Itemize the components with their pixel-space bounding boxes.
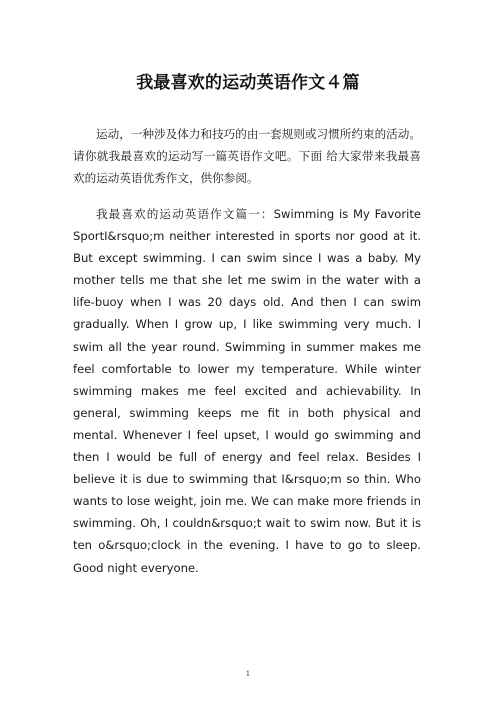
essay-paragraph: [73, 203, 421, 579]
intro-paragraph: 运动，一种涉及体力和技巧的由一套规则或习惯所约束的活动。请你就我最喜欢的运动写一篇英语作文吧。下面 给大家带来我最喜欢的运动英语优秀作文，供你参阅。: [73, 127, 421, 186]
page-number: 1: [245, 670, 251, 678]
essay-body: Swimming is My Favorite SportI&rsquo;m neither interested in sports nor good at it. But except swimming. I can swim since I was a baby. My mother tells me that she let me swim in the water with a life-buoy when I was 20 days old. And then I can swim gradually. When I grow up, I like swimming very much. I swim all the year round. Swimming in summer makes me feel comfortable to lower my temperature. While winter swimming makes me feel excited and achievability. In general, swimming keeps me fit in both physical and mental. Whenever I feel upset, I would go swimming and then I would be full of energy and feel relax. Besides I believe it is due to swimming that I&rsquo;m so thin. Who wants to lose weight, join me. We can make more friends in swimming. Oh, I couldn&rsquo;t wait to swim now. But it is ten o&rsquo;clock in the evening. I have to go to sleep. Good night everyone.: [73, 207, 421, 575]
document-title: 我最喜欢的运动英语作文４篇: [136, 73, 360, 93]
essay-lead: 我最喜欢的运动英语作文篇一：: [96, 207, 274, 221]
